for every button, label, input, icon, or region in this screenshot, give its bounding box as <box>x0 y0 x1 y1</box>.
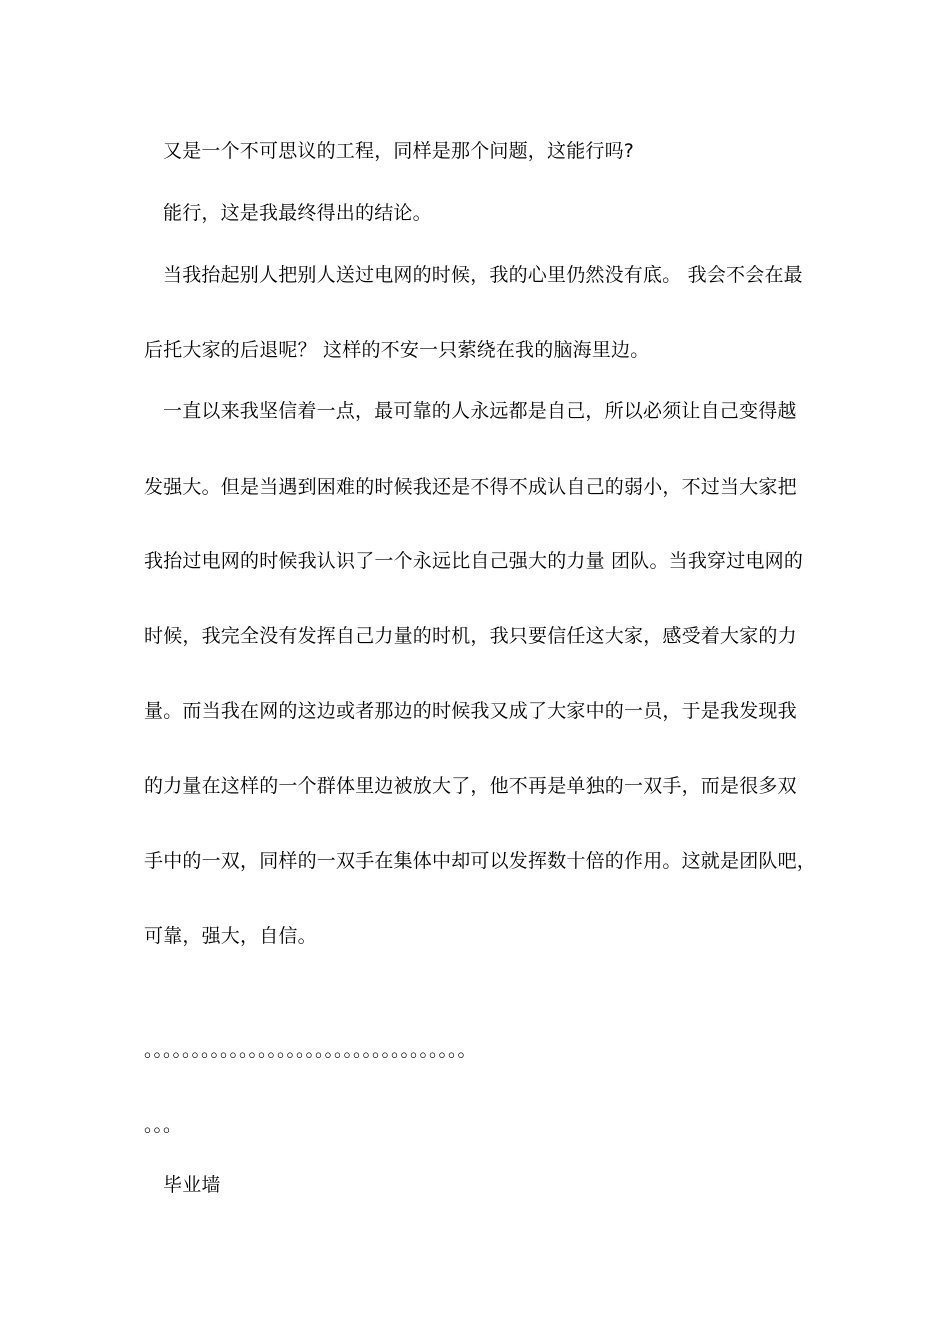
paragraph-line-5: 一直以来我坚信着一点，最可靠的人永远都是自己，所以必须让自己变得越 <box>163 400 797 422</box>
paragraph-line-4: 后托大家的后退呢？ 这样的不安一只萦绕在我的脑海里边。 <box>144 339 650 361</box>
paragraph-line-6: 发强大。但是当遇到困难的时候我还是不得不成认自己的弱小，不过当大家把 <box>144 476 797 498</box>
paragraph-line-10: 的力量在这样的一个群体里边被放大了，他不再是单独的一双手，而是很多双 <box>144 775 797 797</box>
paragraph-line-9: 量。而当我在网的这边或者那边的时候我又成了大家中的一员，于是我发现我 <box>144 700 797 722</box>
paragraph-line-8: 时候，我完全没有发挥自己力量的时机，我只要信任这大家，感受着大家的力 <box>144 625 797 647</box>
paragraph-line-3: 当我抬起别人把别人送过电网的时候，我的心里仍然没有底。 我会不会在最 <box>163 264 803 286</box>
paragraph-line-7: 我抬过电网的时候我认识了一个永远比自己强大的力量 团队。当我穿过电网的 <box>144 550 804 572</box>
paragraph-line-11: 手中的一双，同样的一双手在集体中却可以发挥数十倍的作用。这就是团队吧， <box>144 850 817 872</box>
paragraph-line-12: 可靠，强大，自信。 <box>144 925 317 947</box>
dots-line-1: 。。。。。。。。。。。。。。。。。。。。。。。。。。。。。。。。。。 <box>144 1039 477 1061</box>
section-heading: 毕业墙 <box>163 1174 221 1196</box>
dots-line-2: 。。。 <box>144 1114 183 1136</box>
paragraph-line-2: 能行，这是我最终得出的结论。 <box>163 202 432 224</box>
paragraph-line-1: 又是一个不可思议的工程，同样是那个问题，这能行吗? <box>163 140 635 162</box>
